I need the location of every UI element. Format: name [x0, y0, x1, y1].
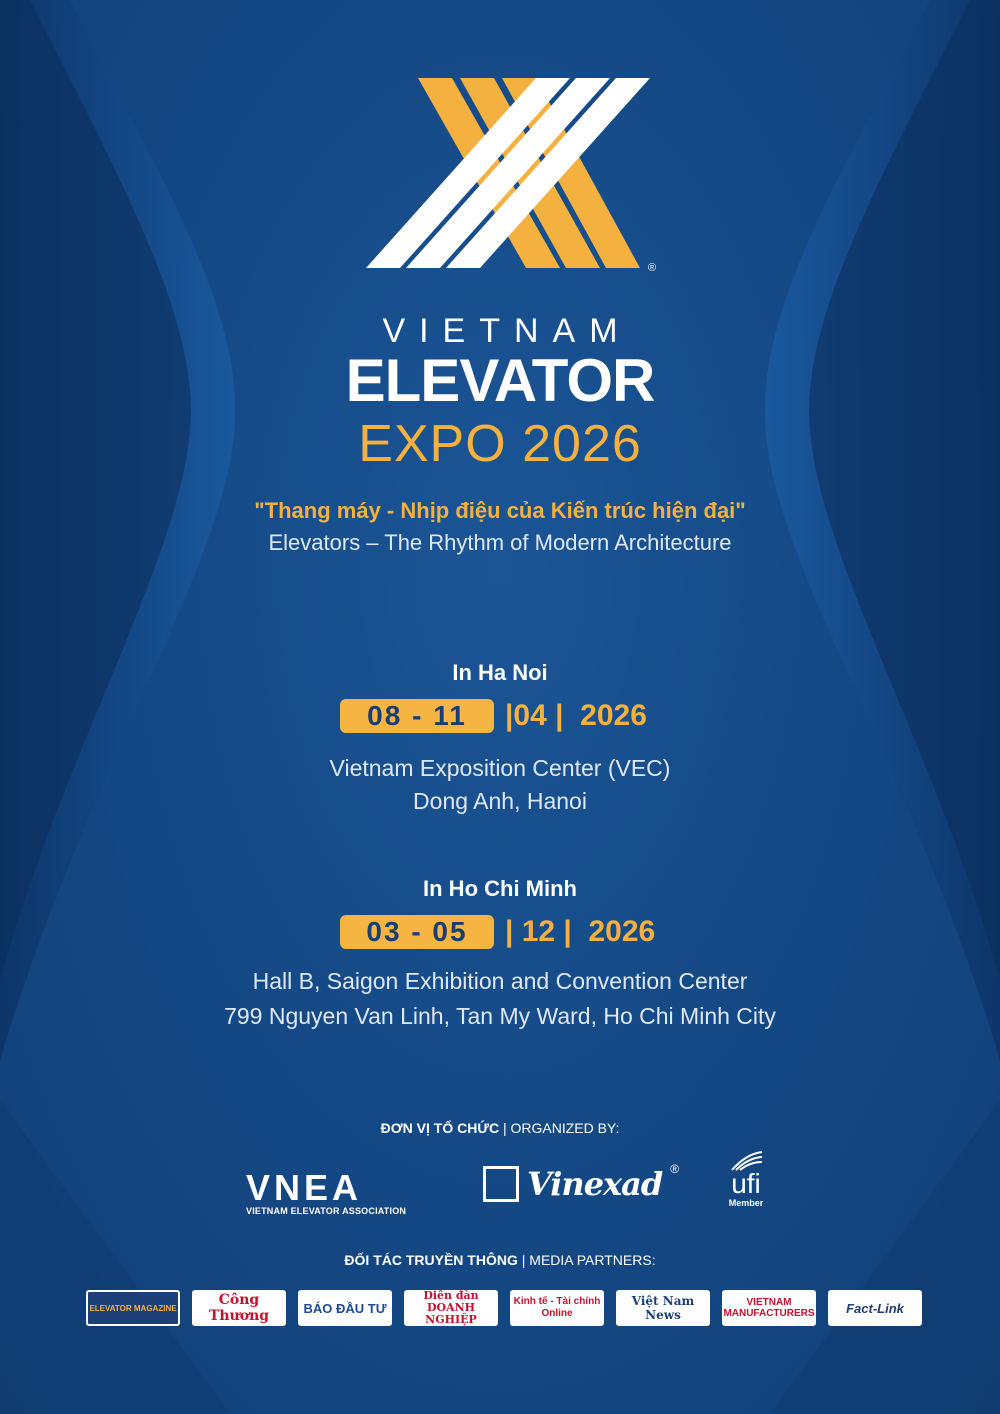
event-date-hcm: [0, 915, 1000, 955]
slogan-english: Elevators – The Rhythm of Modern Architecture: [268, 530, 732, 555]
vnea-logo: [246, 1167, 410, 1216]
partner-elevator-magazine: ELEVATOR MAGAZINE: [86, 1290, 180, 1326]
vinexad-emblem-icon: [483, 1166, 519, 1202]
ufi-wordmark: ufi: [731, 1168, 761, 1199]
partner-kinh-te-tai-chinh: Kinh tế - Tài chính Online: [510, 1290, 604, 1326]
event-date-hanoi: [0, 699, 1000, 739]
partner-vietnam-manufacturers: VIETNAM MANUFACTURERS: [722, 1290, 816, 1326]
brand-expo-year: EXPO 2026: [358, 415, 642, 473]
media-title-vi: ĐỐI TÁC TRUYỀN THÔNG: [344, 1252, 518, 1268]
brand-elevator: ELEVATOR: [345, 347, 655, 414]
media-title-en: | MEDIA PARTNERS:: [517, 1252, 656, 1268]
ufi-arc-icon: [728, 1150, 764, 1172]
media-partners-row: [86, 1290, 926, 1326]
venue-line-2: 799 Nguyen Van Linh, Tan My Ward, Ho Chi Minh City: [224, 1003, 776, 1029]
slogan-vietnamese: "Thang máy - Nhịp điệu của Kiến trúc hiện đại": [254, 498, 746, 523]
vinexad-logo: [483, 1162, 679, 1206]
vnea-subtitle: VIETNAM ELEVATOR ASSOCIATION: [246, 1206, 407, 1216]
venue-line-1: Vietnam Exposition Center (VEC): [329, 755, 671, 781]
venue-line-2: Dong Anh, Hanoi: [413, 788, 587, 814]
ufi-member: Member: [728, 1198, 764, 1208]
organizers-title-en: | ORGANIZED BY:: [499, 1120, 620, 1136]
vinexad-registered: ®: [670, 1162, 680, 1176]
organizers-title-vi: ĐƠN VỊ TỔ CHỨC: [380, 1120, 500, 1136]
event-month-year: | 12 | 2026: [505, 915, 656, 948]
event-city-hanoi: In Ha Noi: [452, 660, 548, 685]
partner-cong-thuong: Công Thương: [192, 1290, 286, 1326]
partner-dien-dan-doanh-nghiep: Diễn đàn DOANH NGHIỆP: [404, 1290, 498, 1326]
partner-viet-nam-news: Việt Nam News: [616, 1290, 710, 1326]
vnea-wordmark: VNEA: [246, 1167, 363, 1208]
event-days-pill: 08 - 11: [340, 699, 494, 733]
organizers-title: [0, 1120, 1000, 1136]
partner-bao-dau-tu: BÁO ĐẦU TƯ: [298, 1290, 392, 1326]
vinexad-wordmark: Vinexad: [527, 1165, 663, 1203]
event-month-year: |04 | 2026: [505, 699, 647, 732]
venue-line-1: Hall B, Saigon Exhibition and Convention Center: [252, 968, 748, 994]
registered-mark: ®: [648, 262, 657, 274]
media-partners-title: [0, 1252, 1000, 1268]
partner-fact-link: Fact-Link: [828, 1290, 922, 1326]
expo-x-logo: [360, 78, 670, 278]
event-days-pill: 03 - 05: [340, 915, 494, 949]
event-city-hcm: In Ho Chi Minh: [423, 876, 577, 901]
brand-vietnam: VIETNAM: [382, 312, 632, 350]
ufi-logo: [724, 1150, 768, 1208]
